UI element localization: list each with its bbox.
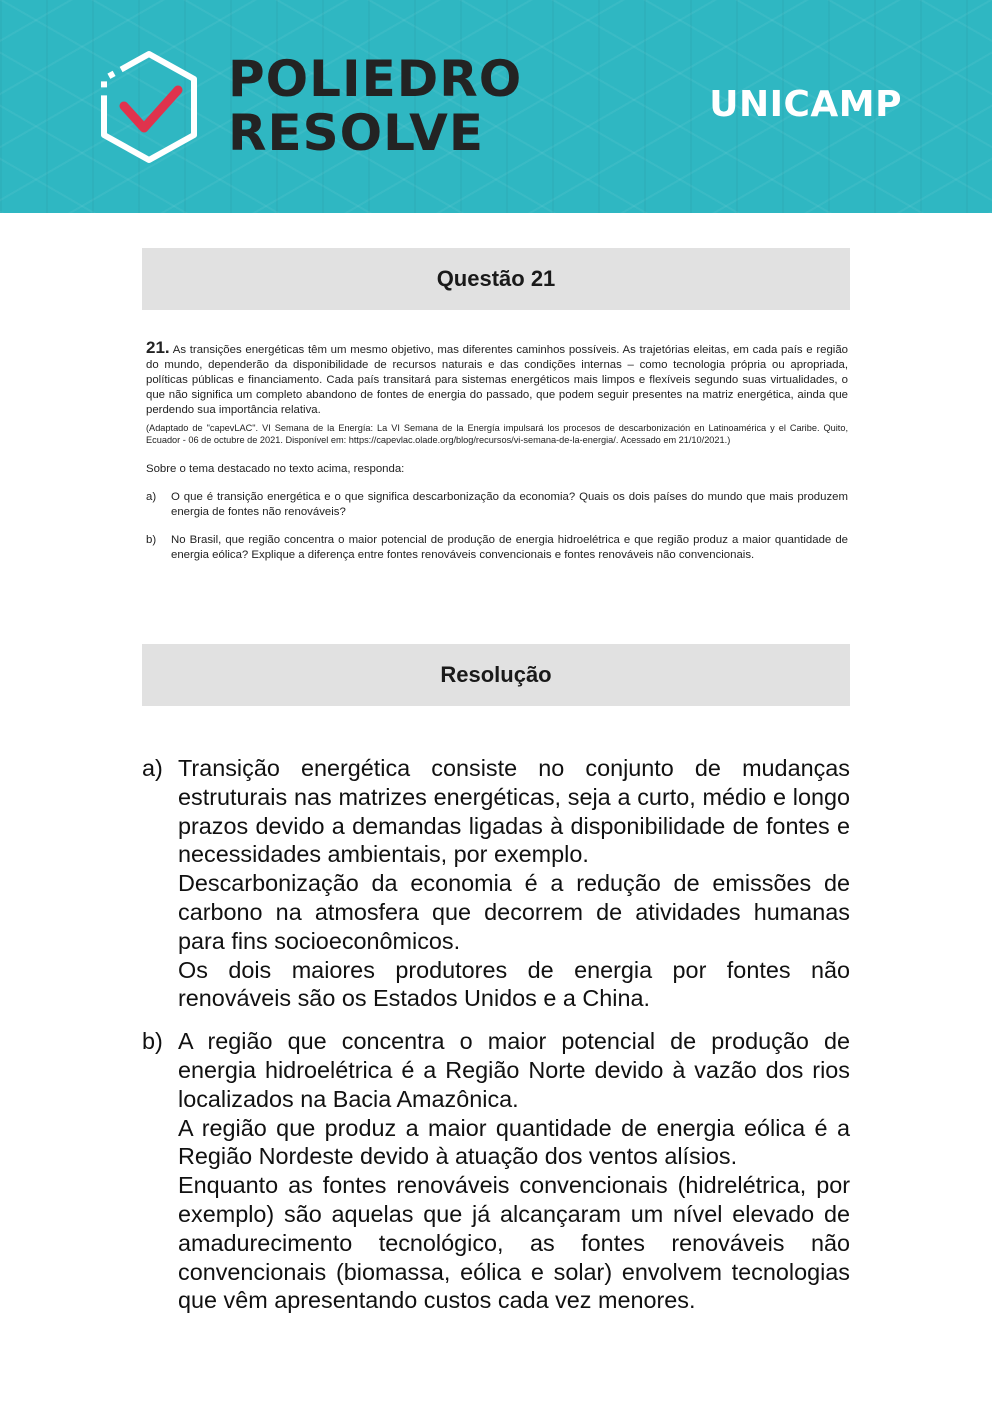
answer-body bbox=[178, 754, 850, 1013]
answer-paragraph: Descarbonização da economia é a redução de emissões de carbono na atmosfera que decorrem de atividades humanas para fins socioeconômicos. bbox=[178, 870, 850, 954]
question-prompt: Sobre o tema destacado no texto acima, responda: bbox=[146, 463, 405, 475]
question-item-text: No Brasil, que região concentra o maior potencial de produção de energia hidroelétrica e que região produz a maior quantidade de energia eólica? Explique a diferença entre fontes renováveis convencionais e fontes renováveis não convencionais. bbox=[171, 534, 848, 561]
question-heading: Questão 21 bbox=[436, 266, 556, 291]
answer-body bbox=[178, 1027, 850, 1315]
question-source: (Adaptado de "capevLAC". VI Semana de la Energía: La VI Semana de la Energía impulsará los procesos de descarbonización en Latinoamérica y el Caribe. Quito, Ecuador - 06 de octubre de 2021. Disponível em: https://capevlac.olade.org/blog/recursos/vi-semana-de-la-energia/. Acessado em 21/10/2021.) bbox=[146, 423, 848, 445]
question-statement bbox=[146, 340, 848, 418]
brand-line-1: POLIEDRO bbox=[228, 50, 523, 108]
header-banner bbox=[0, 0, 992, 213]
question-item-label: b) bbox=[146, 534, 157, 546]
question-number: 21. bbox=[146, 338, 170, 357]
answer-paragraph: A região que produz a maior quantidade de energia eólica é a Região Nordeste devido à atuação dos ventos alísios. bbox=[178, 1114, 850, 1170]
question-item bbox=[146, 533, 848, 563]
question-item bbox=[146, 490, 848, 520]
resolution-block bbox=[142, 754, 850, 1329]
answer-paragraph: Os dois maiores produtores de energia por fontes não renováveis são os Estados Unidos e a China. bbox=[178, 956, 850, 1012]
check-badge-icon bbox=[94, 48, 204, 166]
answer-paragraph: Enquanto as fontes renováveis convencionais (hidrelétrica, por exemplo) são aquelas que já alcançaram um nível elevado de amadurecimento tecnológico, as fontes renováveis não convencionais (biomassa, eólica e solar) envolvem tecnologias que vêm apresentando custos cada vez menores. bbox=[178, 1172, 850, 1314]
question-block bbox=[146, 340, 848, 563]
brand-logo-text bbox=[228, 52, 548, 160]
question-text: As transições energéticas têm um mesmo objetivo, mas diferentes caminhos possíveis. As trajetórias eleitas, em cada país e região do mundo, dependerão da disponibilidade de recursos naturais e das condições internas – como tecnologia própria ou apropriada, políticas públicas e financiamento. Cada país transitará para sistemas energéticos mais limpos e flexíveis segundo suas virtualidades, o que não significa um completo abandono de fontes de energia do passado, que podem seguir presentes na matriz energética, ainda que perdendo sua importância relativa. bbox=[146, 344, 848, 416]
answer-label: b) bbox=[142, 1028, 163, 1055]
exam-name: UNICAMP bbox=[709, 84, 902, 125]
question-item-text: O que é transição energética e o que significa descarbonização da economia? Quais os dois países do mundo que mais produzem energia de fontes não renováveis? bbox=[171, 491, 848, 518]
answer-paragraph: Transição energética consiste no conjunto de mudanças estruturais nas matrizes energéticas, seja a curto, médio e longo prazos devido a demandas ligadas à disponibilidade de fontes e necessidades ambientais, por exemplo. bbox=[178, 755, 850, 868]
brand-line-2: RESOLVE bbox=[228, 104, 484, 162]
resolution-heading: Resolução bbox=[440, 662, 552, 687]
answer-item bbox=[142, 1027, 850, 1315]
question-item-label: a) bbox=[146, 491, 157, 503]
answer-label: a) bbox=[142, 755, 163, 781]
resolution-heading-bar bbox=[142, 644, 850, 706]
answer-item bbox=[142, 754, 850, 1013]
question-heading-bar bbox=[142, 248, 850, 310]
answer-paragraph: A região que concentra o maior potencial de produção de energia hidroelétrica é a Região Norte devido à vazão dos rios localizados na Bacia Amazônica. bbox=[178, 1028, 850, 1112]
